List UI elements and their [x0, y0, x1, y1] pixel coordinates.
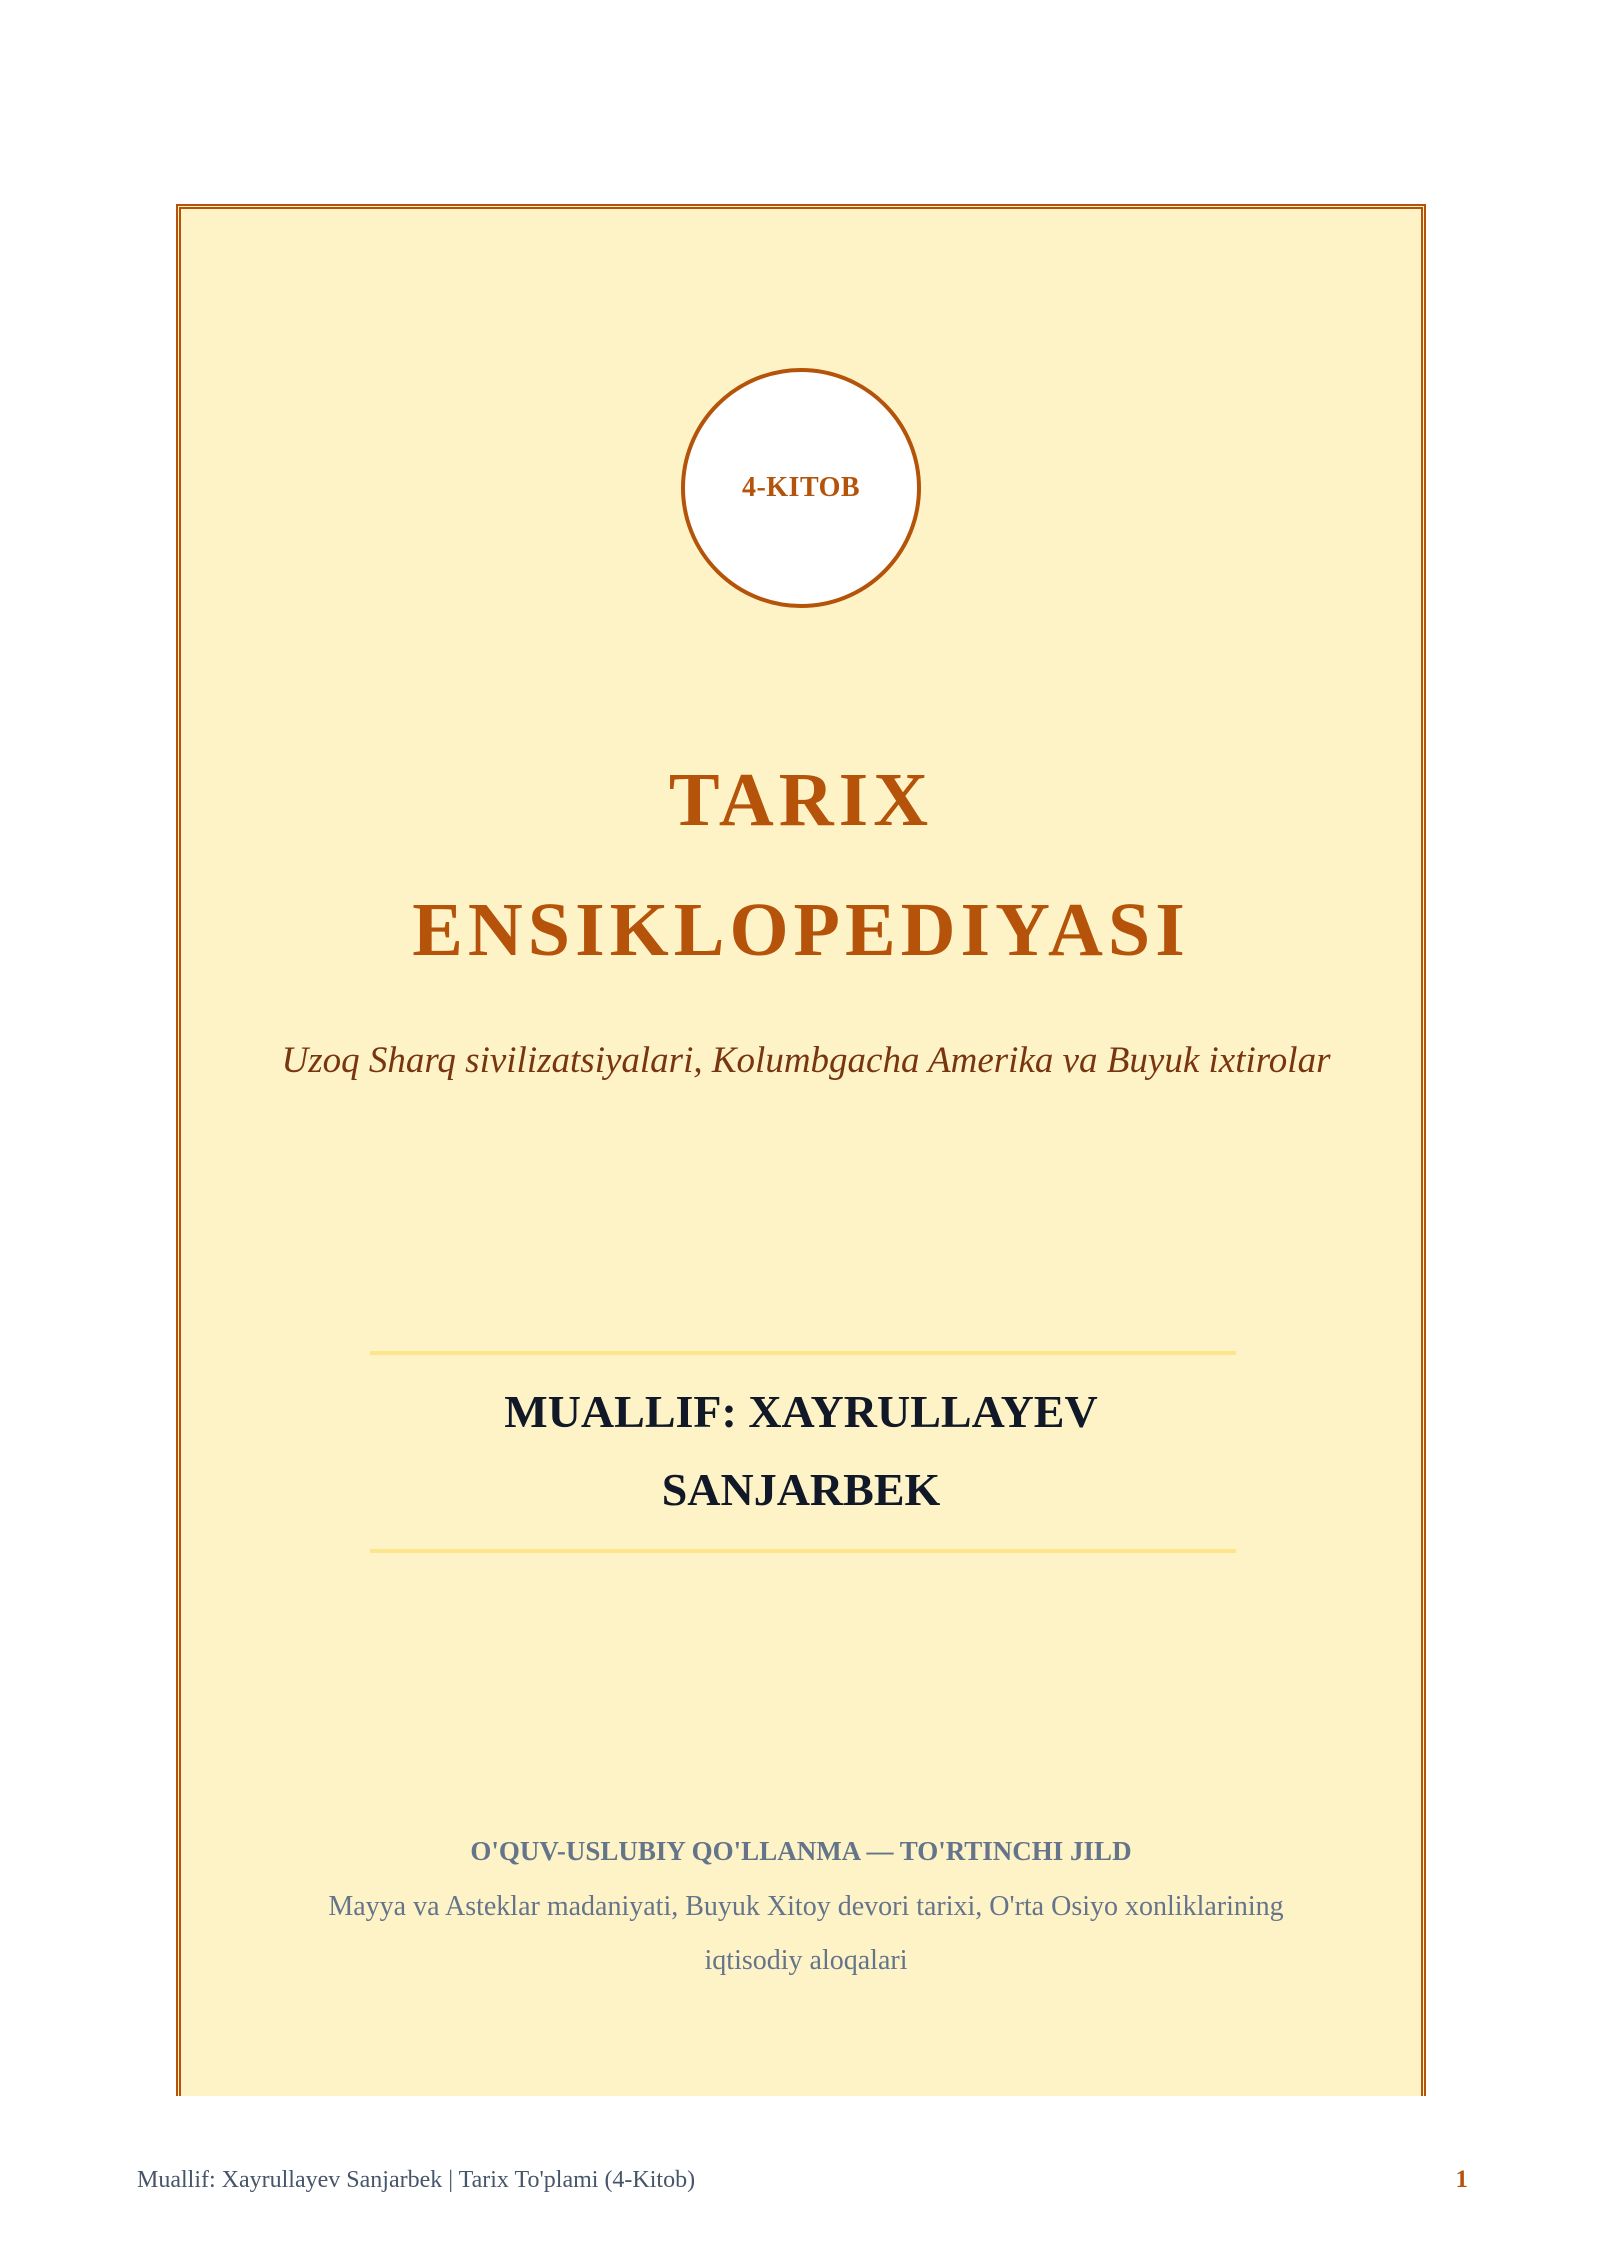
author-line-1: MUALLIF: XAYRULLAYEV — [504, 1386, 1098, 1437]
author-divider-bottom — [370, 1549, 1236, 1553]
volume-badge-label: 4-KITOB — [741, 472, 861, 503]
series-label: O'QUV-USLUBIY QO'LLANMA — TO'RTINCHI JILD — [470, 1836, 1132, 1866]
page-footer-text: Muallif: Xayrullayev Sanjarbek | Tarix To'plami (4-Kitob) — [137, 2167, 696, 2193]
cover-subtitle: Uzoq Sharq sivilizatsiyalari, Kolumbgacha Amerika va Buyuk ixtirolar — [281, 1040, 1331, 1081]
cover-description: Mayya va Asteklar madaniyati, Buyuk Xitoy devori tarixi, O'rta Osiyo xonliklarining iqtisodiy aloqalari — [328, 1891, 1284, 1976]
cover-title-line-2: ENSIKLOPEDIYASI — [412, 888, 1190, 972]
cover-title-line-1: TARIX — [668, 758, 934, 842]
author-block — [181, 1373, 1421, 1529]
author-line-2: SANJARBEK — [661, 1464, 941, 1515]
book-cover — [176, 204, 1426, 2096]
page-number: 1 — [1455, 2166, 1468, 2193]
volume-badge — [681, 368, 921, 608]
author-divider-top — [370, 1351, 1236, 1355]
